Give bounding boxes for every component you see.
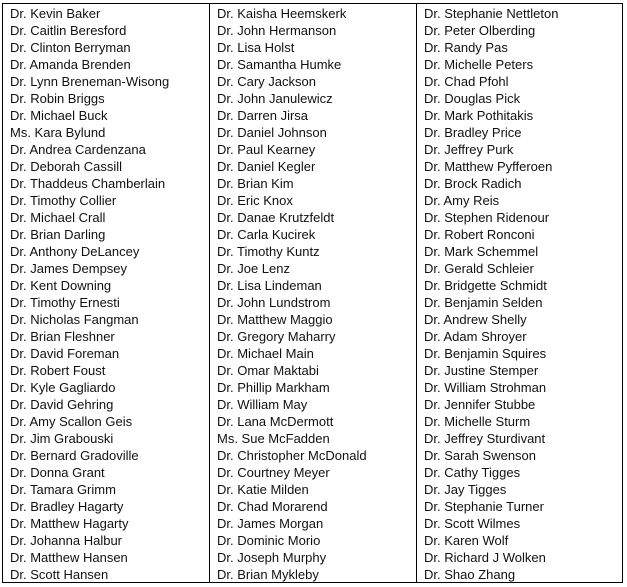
- name-cell: Dr. Gregory Maharry: [217, 329, 336, 344]
- name-cell: Dr. Daniel Kegler: [217, 159, 316, 174]
- name-cell: Dr. Tamara Grimm: [10, 482, 116, 497]
- name-cell: Dr. Nicholas Fangman: [10, 312, 139, 327]
- name-cell: Ms. Sue McFadden: [217, 431, 330, 446]
- name-cell: Dr. Michael Buck: [10, 108, 108, 123]
- name-cell: Dr. Stephanie Nettleton: [424, 6, 559, 21]
- name-cell: Ms. Kara Bylund: [10, 125, 106, 140]
- name-cell: Dr. Michael Main: [217, 346, 314, 361]
- name-cell: Dr. Cathy Tigges: [424, 465, 521, 480]
- name-cell: Dr. Jim Grabouski: [10, 431, 114, 446]
- name-cell: Dr. Bradley Price: [424, 125, 522, 140]
- name-cell: Dr. Katie Milden: [217, 482, 309, 497]
- name-cell: Dr. Matthew Hagarty: [10, 516, 129, 531]
- name-cell: Dr. Eric Knox: [217, 193, 293, 208]
- name-column-1: [3, 4, 209, 582]
- name-cell: Dr. Matthew Maggio: [217, 312, 333, 327]
- name-cell: Dr. Lisa Holst: [217, 40, 295, 55]
- name-cell: Dr. Amy Scallon Geis: [10, 414, 133, 429]
- name-cell: Dr. Robin Briggs: [10, 91, 105, 106]
- name-cell: Dr. Deborah Cassill: [10, 159, 122, 174]
- name-cell: Dr. Carla Kucirek: [217, 227, 316, 242]
- name-cell: Dr. Thaddeus Chamberlain: [10, 176, 166, 191]
- name-cell: Dr. William Strohman: [424, 380, 547, 395]
- name-cell: Dr. Jeffrey Purk: [424, 142, 514, 157]
- name-cell: Dr. Matthew Hansen: [10, 550, 128, 565]
- name-cell: Dr. Karen Wolf: [424, 533, 509, 548]
- name-cell: Dr. James Dempsey: [10, 261, 128, 276]
- name-cell: Dr. Timothy Collier: [10, 193, 117, 208]
- name-cell: Dr. Stephen Ridenour: [424, 210, 550, 225]
- name-cell: Dr. Kyle Gagliardo: [10, 380, 116, 395]
- name-cell: Dr. Gerald Schleier: [424, 261, 534, 276]
- name-cell: Dr. John Hermanson: [217, 23, 337, 38]
- name-cell: Dr. John Lundstrom: [217, 295, 331, 310]
- name-cell: Dr. Cary Jackson: [217, 74, 316, 89]
- name-cell: Dr. Michael Crall: [10, 210, 106, 225]
- name-cell: Dr. Clinton Berryman: [10, 40, 131, 55]
- name-cell: Dr. Timothy Ernesti: [10, 295, 120, 310]
- name-cell: Dr. Brian Kim: [217, 176, 294, 191]
- name-cell: Dr. Peter Olberding: [424, 23, 536, 38]
- name-cell: Dr. Brock Radich: [424, 176, 522, 191]
- name-cell: Dr. Amanda Brenden: [10, 57, 131, 72]
- name-cell: Dr. Robert Ronconi: [424, 227, 535, 242]
- name-cell: Dr. Andrew Shelly: [424, 312, 527, 327]
- name-cell: Dr. Brian Darling: [10, 227, 106, 242]
- name-cell: Dr. David Gehring: [10, 397, 114, 412]
- name-cell: Dr. Courtney Meyer: [217, 465, 330, 480]
- name-cell: Dr. David Foreman: [10, 346, 120, 361]
- name-cell: Dr. Brian Mykleby: [217, 567, 319, 582]
- name-cell: Dr. Samantha Humke: [217, 57, 342, 72]
- name-cell: Dr. James Morgan: [217, 516, 324, 531]
- name-cell: Dr. Jeffrey Sturdivant: [424, 431, 546, 446]
- name-cell: Dr. Michelle Sturm: [424, 414, 531, 429]
- name-cell: Dr. Douglas Pick: [424, 91, 521, 106]
- name-cell: Dr. Robert Foust: [10, 363, 106, 378]
- name-cell: Dr. Chad Pfohl: [424, 74, 509, 89]
- name-table: [2, 3, 623, 583]
- name-cell: Dr. Christopher McDonald: [217, 448, 367, 463]
- name-cell: Dr. Lynn Breneman-Wisong: [10, 74, 170, 89]
- name-cell: Dr. Kent Downing: [10, 278, 112, 293]
- name-cell: Dr. Richard J Wolken: [424, 550, 546, 565]
- name-cell: Dr. William May: [217, 397, 308, 412]
- name-cell: Dr. Joseph Murphy: [217, 550, 327, 565]
- name-cell: Dr. Phillip Markham: [217, 380, 330, 395]
- name-cell: Dr. Sarah Swenson: [424, 448, 537, 463]
- name-cell: Dr. Timothy Kuntz: [217, 244, 320, 259]
- name-cell: Dr. Randy Pas: [424, 40, 508, 55]
- name-cell: Dr. Lisa Lindeman: [217, 278, 322, 293]
- name-cell: Dr. Johanna Halbur: [10, 533, 123, 548]
- name-cell: Dr. Adam Shroyer: [424, 329, 527, 344]
- name-cell: Dr. Darren Jirsa: [217, 108, 309, 123]
- name-column-3: [416, 4, 622, 582]
- name-cell: Dr. Mark Schemmel: [424, 244, 539, 259]
- name-cell: Dr. Michelle Peters: [424, 57, 534, 72]
- name-cell: Dr. Scott Hansen: [10, 567, 109, 582]
- name-cell: Dr. Chad Morarend: [217, 499, 328, 514]
- name-cell: Dr. Andrea Cardenzana: [10, 142, 146, 157]
- name-cell: Dr. Bridgette Schmidt: [424, 278, 547, 293]
- name-cell: Dr. Mark Pothitakis: [424, 108, 534, 123]
- name-cell: Dr. Donna Grant: [10, 465, 105, 480]
- name-cell: Dr. John Janulewicz: [217, 91, 333, 106]
- name-cell: Dr. Kaisha Heemskerk: [217, 6, 347, 21]
- name-cell: Dr. Shao Zhang: [424, 567, 516, 582]
- name-cell: Dr. Benjamin Squires: [424, 346, 547, 361]
- name-cell: Dr. Danae Krutzfeldt: [217, 210, 335, 225]
- name-cell: Dr. Matthew Pyfferoen: [424, 159, 553, 174]
- name-cell: Dr. Bernard Gradoville: [10, 448, 139, 463]
- name-cell: Dr. Jay Tigges: [424, 482, 507, 497]
- name-cell: Dr. Benjamin Selden: [424, 295, 543, 310]
- name-cell: Dr. Justine Stemper: [424, 363, 539, 378]
- name-cell: Dr. Brian Fleshner: [10, 329, 115, 344]
- name-cell: Dr. Daniel Johnson: [217, 125, 327, 140]
- name-cell: Dr. Omar Maktabi: [217, 363, 319, 378]
- name-cell: Dr. Kevin Baker: [10, 6, 101, 21]
- name-column-2: [209, 4, 416, 582]
- name-cell: Dr. Paul Kearney: [217, 142, 316, 157]
- name-cell: Dr. Bradley Hagarty: [10, 499, 124, 514]
- name-cell: Dr. Joe Lenz: [217, 261, 290, 276]
- name-cell: Dr. Scott Wilmes: [424, 516, 521, 531]
- name-cell: Dr. Jennifer Stubbe: [424, 397, 536, 412]
- name-cell: Dr. Dominic Morio: [217, 533, 321, 548]
- name-cell: Dr. Lana McDermott: [217, 414, 334, 429]
- name-cell: Dr. Caitlin Beresford: [10, 23, 127, 38]
- name-cell: Dr. Anthony DeLancey: [10, 244, 140, 259]
- name-cell: Dr. Stephanie Turner: [424, 499, 544, 514]
- name-cell: Dr. Amy Reis: [424, 193, 500, 208]
